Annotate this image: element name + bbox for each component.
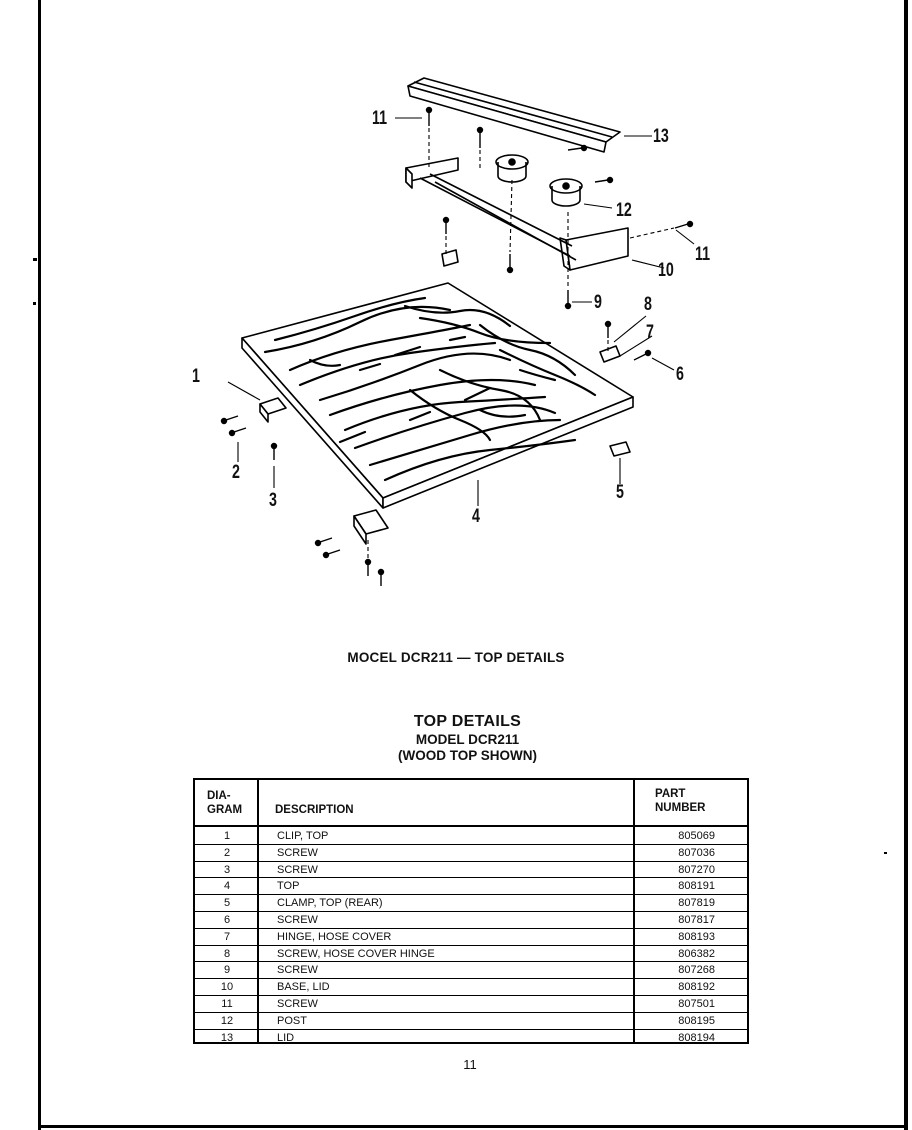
- table-cell-description: HINGE, HOSE COVER: [277, 930, 392, 943]
- table-cell-part-number: 807270: [678, 863, 715, 876]
- callout-label: 11: [695, 244, 711, 265]
- parts-table: [193, 778, 749, 1044]
- table-cell-diagram-number: 9: [223, 964, 231, 977]
- header-diagram-line1: DIA-: [207, 790, 231, 802]
- table-cell-description: LID: [277, 1031, 295, 1044]
- scan-speck: [33, 302, 36, 305]
- table-cell-diagram-number: 4: [223, 880, 231, 893]
- page-number: 11: [463, 1057, 477, 1072]
- lid-base-part: [406, 158, 628, 270]
- table-row-divider: [195, 945, 747, 946]
- callout-label: 2: [232, 462, 240, 483]
- table-cell-part-number: 807036: [678, 846, 715, 859]
- table-row-divider: [195, 894, 747, 895]
- callout-label: 12: [616, 200, 632, 221]
- callout-label: 13: [653, 126, 669, 147]
- wood-top-panel: [242, 283, 633, 508]
- table-cell-diagram-number: 5: [223, 897, 231, 910]
- table-cell-description: SCREW: [277, 914, 318, 926]
- table-cell-part-number: 807817: [678, 914, 715, 926]
- table-cell-description: POST: [277, 1014, 307, 1027]
- table-cell-part-number: 808194: [678, 1031, 715, 1044]
- table-row-divider: [195, 1012, 747, 1013]
- header-description: DESCRIPTION: [275, 804, 354, 816]
- table-cell-diagram-number: 12: [220, 1014, 234, 1027]
- parts-list-heading: [0, 713, 912, 763]
- table-cell-diagram-number: 2: [223, 846, 231, 859]
- table-row-divider: [195, 961, 747, 962]
- table-cell-part-number: 806382: [678, 947, 715, 960]
- callout-label: 9: [594, 292, 602, 313]
- table-cell-description: CLIP, TOP: [277, 830, 329, 842]
- table-cell-diagram-number: 3: [223, 863, 231, 876]
- scan-speck: [884, 852, 887, 854]
- table-cell-diagram-number: 8: [223, 947, 231, 960]
- callout-label: 6: [676, 364, 684, 385]
- table-cell-diagram-number: 10: [220, 981, 234, 994]
- header-diagram-line2: GRAM: [207, 804, 243, 816]
- table-cell-diagram-number: 11: [221, 998, 233, 1010]
- table-cell-diagram-number: 6: [223, 914, 231, 926]
- callout-label: 4: [472, 506, 480, 527]
- table-cell-part-number: 808192: [678, 981, 715, 994]
- page-border-right: [904, 0, 908, 1130]
- table-row-divider: [195, 861, 747, 862]
- page-border-left: [38, 0, 41, 1130]
- parts-list-title: TOP DETAILS: [413, 713, 522, 730]
- table-cell-description: SCREW: [277, 863, 318, 876]
- diagram-caption: MOCEL DCR211 — TOP DETAILS: [347, 650, 565, 665]
- callout-label: 11: [372, 108, 388, 129]
- callout-label: 3: [269, 490, 277, 511]
- exploded-view-drawing: [180, 70, 740, 610]
- exploded-parts-diagram: [180, 70, 740, 610]
- callout-label: 5: [616, 482, 624, 503]
- header-divider: [195, 825, 747, 827]
- scan-speck: [33, 258, 37, 261]
- table-cell-description: CLAMP, TOP (REAR): [277, 897, 383, 910]
- header-part-line2: NUMBER: [655, 802, 706, 814]
- table-cell-description: SCREW: [277, 964, 318, 977]
- table-cell-part-number: 807819: [678, 897, 715, 910]
- table-cell-part-number: 805069: [678, 830, 715, 842]
- page-border-bottom: [38, 1125, 908, 1128]
- callout-label: 8: [644, 294, 652, 315]
- table-cell-part-number: 808191: [678, 880, 715, 893]
- header-part-line1: PART: [655, 788, 686, 800]
- callout-label: 1: [192, 366, 200, 387]
- post-parts: [496, 155, 582, 206]
- table-cell-description: SCREW, HOSE COVER HINGE: [277, 947, 435, 960]
- table-row-divider: [195, 995, 747, 996]
- callout-label: 7: [646, 322, 654, 343]
- table-row-divider: [195, 844, 747, 845]
- table-cell-description: TOP: [277, 880, 300, 893]
- table-cell-part-number: 807268: [678, 964, 715, 977]
- table-row-divider: [195, 1029, 747, 1030]
- table-cell-diagram-number: 1: [223, 830, 231, 842]
- table-cell-part-number: 808193: [678, 930, 715, 943]
- table-cell-part-number: 808195: [678, 1014, 715, 1027]
- lid-part: [408, 78, 620, 152]
- table-row-divider: [195, 928, 747, 929]
- table-cell-part-number: 807501: [678, 998, 715, 1010]
- table-cell-diagram-number: 7: [223, 930, 231, 943]
- callout-label: 10: [658, 260, 674, 281]
- table-cell-description: SCREW: [277, 846, 318, 859]
- table-cell-diagram-number: 13: [220, 1031, 234, 1044]
- table-cell-description: BASE, LID: [277, 981, 330, 994]
- parts-list-note: (WOOD TOP SHOWN): [398, 748, 537, 763]
- table-row-divider: [195, 877, 747, 878]
- table-cell-description: SCREW: [277, 998, 318, 1010]
- parts-list-model: MODEL DCR211: [415, 732, 520, 747]
- table-row-divider: [195, 978, 747, 979]
- table-row-divider: [195, 911, 747, 912]
